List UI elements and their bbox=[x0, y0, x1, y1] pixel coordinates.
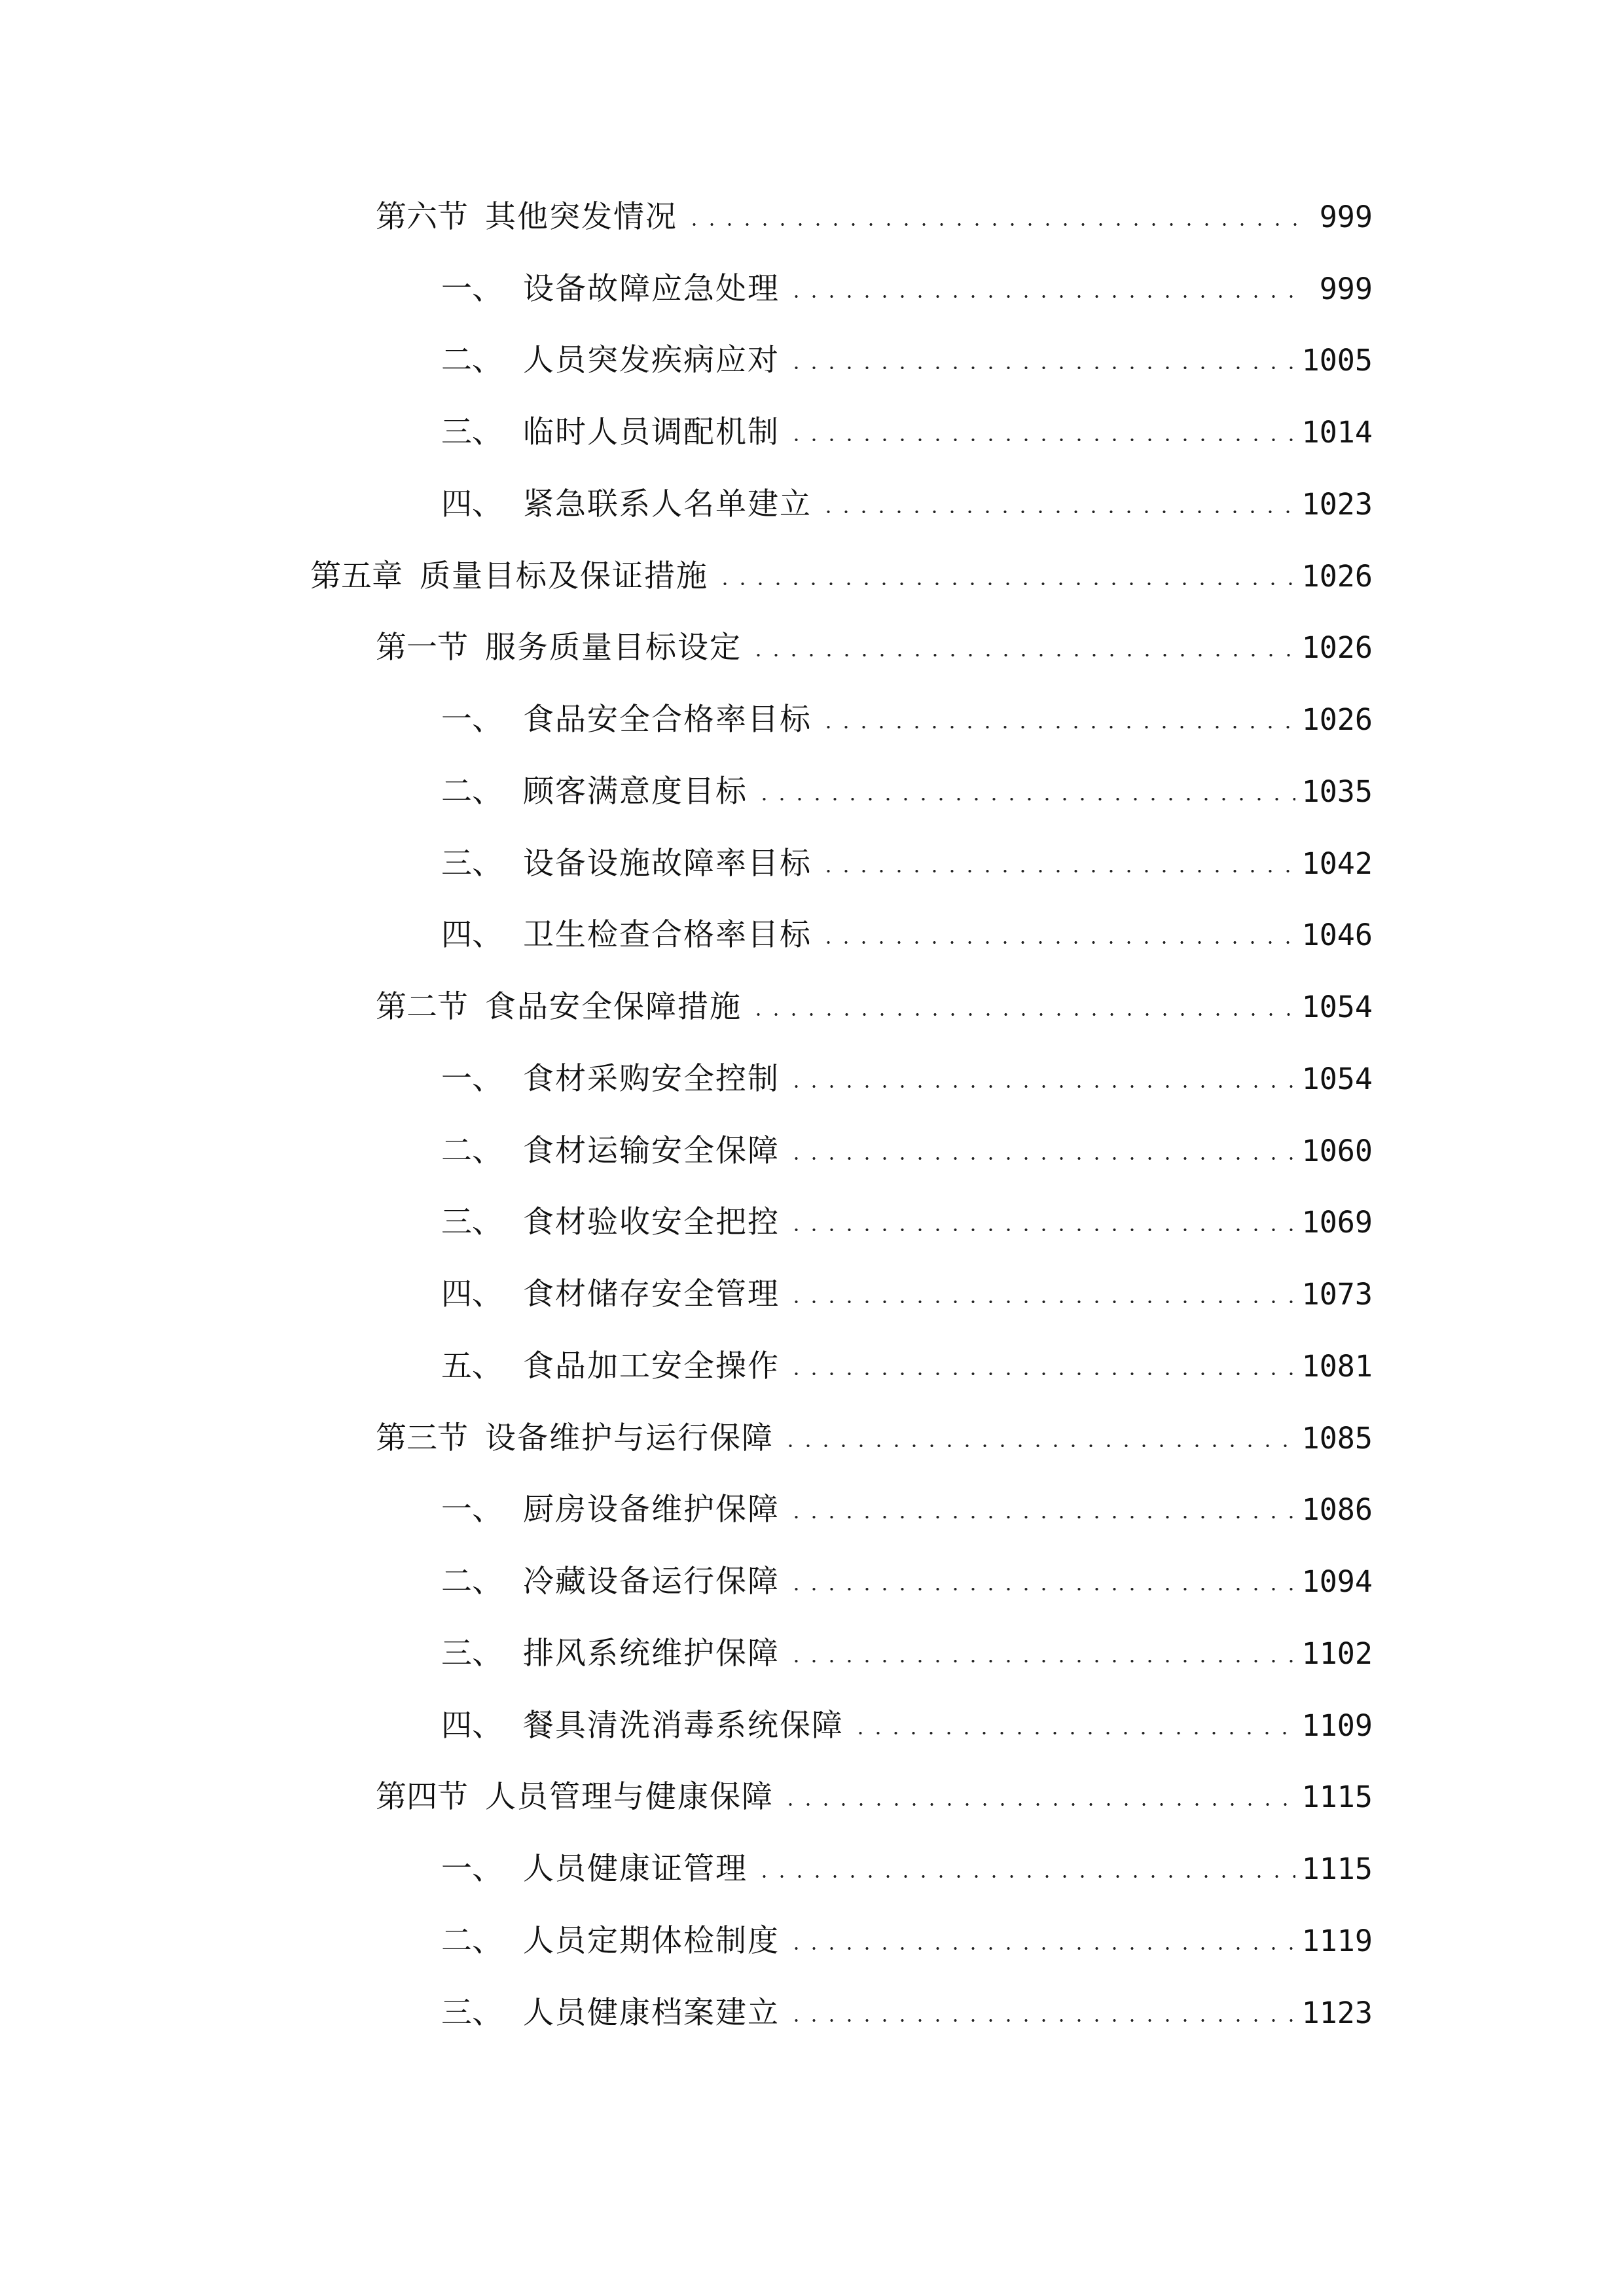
toc-entry[interactable] bbox=[441, 766, 1373, 818]
toc-entry-number: 四、 bbox=[441, 1708, 503, 1744]
toc-entry[interactable] bbox=[441, 838, 1373, 890]
toc-entry-title: 人员定期体检制度 bbox=[523, 1923, 780, 1959]
dot-leader bbox=[716, 583, 1295, 585]
dot-leader bbox=[787, 367, 1295, 369]
toc-entry-number: 三、 bbox=[441, 414, 503, 450]
dot-leader bbox=[787, 1372, 1295, 1375]
toc-entry-title: 食材采购安全控制 bbox=[523, 1061, 780, 1097]
toc-entry[interactable] bbox=[441, 1628, 1373, 1680]
toc-entry-number: 一、 bbox=[441, 271, 503, 307]
toc-entry-number: 一、 bbox=[441, 1492, 503, 1528]
dot-leader bbox=[787, 439, 1295, 441]
toc-entry-title: 食材运输安全保障 bbox=[523, 1133, 780, 1169]
toc-entry-page: 1094 bbox=[1301, 1564, 1373, 1599]
dot-leader bbox=[820, 511, 1295, 513]
toc-entry-page: 1086 bbox=[1301, 1492, 1373, 1527]
toc-entry-page: 1042 bbox=[1301, 846, 1373, 881]
toc-entry-title: 卫生检查合格率目标 bbox=[523, 917, 812, 953]
toc-entry-number: 二、 bbox=[441, 774, 503, 810]
toc-entry[interactable] bbox=[441, 694, 1373, 746]
toc-entry[interactable] bbox=[441, 1340, 1373, 1393]
toc-entry-number: 一、 bbox=[441, 1851, 503, 1887]
toc-entry[interactable] bbox=[310, 550, 1373, 603]
toc-entry-page: 1115 bbox=[1301, 1780, 1373, 1814]
dot-leader bbox=[820, 870, 1295, 872]
toc-entry[interactable] bbox=[441, 1125, 1373, 1177]
toc-entry-page: 1026 bbox=[1301, 702, 1373, 737]
toc-entry-title: 临时人员调配机制 bbox=[523, 414, 780, 450]
dot-leader bbox=[749, 1013, 1295, 1016]
dot-leader bbox=[787, 1947, 1295, 1950]
toc-entry-page: 1023 bbox=[1301, 487, 1373, 522]
dot-leader bbox=[787, 1085, 1295, 1088]
dot-leader bbox=[820, 726, 1295, 728]
toc-entry[interactable] bbox=[376, 981, 1373, 1033]
toc-entry-number: 四、 bbox=[441, 486, 503, 522]
toc-entry-title: 设备故障应急处理 bbox=[523, 271, 780, 307]
toc-entry-title: 人员健康档案建立 bbox=[523, 1995, 780, 2031]
toc-entry-number: 第六节 bbox=[376, 199, 468, 235]
toc-entry-page: 1109 bbox=[1301, 1708, 1373, 1743]
toc-entry[interactable] bbox=[441, 1987, 1373, 2039]
toc-entry-page: 1115 bbox=[1301, 1852, 1373, 1886]
toc-entry-page: 1014 bbox=[1301, 415, 1373, 450]
toc-entry-title: 设备维护与运行保障 bbox=[485, 1420, 774, 1456]
toc-entry[interactable] bbox=[376, 1771, 1373, 1823]
toc-entry-title: 食品安全合格率目标 bbox=[523, 702, 812, 738]
dot-leader bbox=[852, 1732, 1295, 1734]
toc-entry[interactable] bbox=[441, 406, 1373, 459]
toc-entry-number: 五、 bbox=[441, 1348, 503, 1384]
toc-entry[interactable] bbox=[441, 478, 1373, 531]
toc-entry-page: 1035 bbox=[1301, 774, 1373, 809]
toc-entry[interactable] bbox=[376, 622, 1373, 674]
toc-entry-page: 1085 bbox=[1301, 1421, 1373, 1456]
toc-entry-number: 二、 bbox=[441, 342, 503, 378]
dot-leader bbox=[755, 798, 1295, 800]
toc-entry-page: 1046 bbox=[1301, 918, 1373, 952]
toc-entry-title: 人员健康证管理 bbox=[523, 1851, 748, 1887]
dot-leader bbox=[820, 941, 1295, 944]
toc-entry[interactable] bbox=[376, 191, 1373, 243]
toc-entry-number: 第五章 bbox=[310, 558, 403, 594]
toc-entry-number: 第一节 bbox=[376, 630, 468, 666]
dot-leader bbox=[755, 1875, 1295, 1878]
dot-leader bbox=[787, 1157, 1295, 1160]
toc-entry-page: 1060 bbox=[1301, 1134, 1373, 1168]
toc-entry-number: 一、 bbox=[441, 1061, 503, 1097]
toc-entry-title: 紧急联系人名单建立 bbox=[523, 486, 812, 522]
dot-leader bbox=[749, 654, 1295, 656]
toc-entry-number: 三、 bbox=[441, 846, 503, 882]
toc-entry-page: 999 bbox=[1319, 272, 1373, 306]
toc-entry-number: 三、 bbox=[441, 1995, 503, 2031]
toc-entry[interactable] bbox=[441, 1053, 1373, 1105]
dot-leader bbox=[787, 1229, 1295, 1231]
toc-entry-page: 1073 bbox=[1301, 1277, 1373, 1312]
toc-entry-number: 第三节 bbox=[376, 1420, 468, 1456]
toc-entry-title: 服务质量目标设定 bbox=[485, 630, 742, 666]
toc-entry-number: 三、 bbox=[441, 1204, 503, 1240]
toc-entry[interactable] bbox=[376, 1412, 1373, 1465]
toc-entry-number: 三、 bbox=[441, 1636, 503, 1672]
toc-entry-page: 1119 bbox=[1301, 1924, 1373, 1958]
toc-entry[interactable] bbox=[441, 1196, 1373, 1249]
toc-entry[interactable] bbox=[441, 334, 1373, 387]
toc-entry-number: 第二节 bbox=[376, 989, 468, 1025]
toc-entry-number: 一、 bbox=[441, 702, 503, 738]
toc-entry-page: 1081 bbox=[1301, 1349, 1373, 1384]
toc-entry-title: 排风系统维护保障 bbox=[523, 1636, 780, 1672]
toc-entry-title: 食材验收安全把控 bbox=[523, 1204, 780, 1240]
toc-entry[interactable] bbox=[441, 263, 1373, 315]
toc-entry-page: 1069 bbox=[1301, 1205, 1373, 1240]
toc-entry-number: 四、 bbox=[441, 1276, 503, 1312]
toc-entry-title: 人员突发疾病应对 bbox=[523, 342, 780, 378]
toc-entry-page: 1102 bbox=[1301, 1636, 1373, 1671]
toc-entry-page: 1026 bbox=[1301, 559, 1373, 594]
dot-leader bbox=[685, 223, 1301, 226]
toc-entry-title: 其他突发情况 bbox=[485, 199, 677, 235]
dot-leader bbox=[782, 1444, 1295, 1447]
toc-entry-page: 1054 bbox=[1301, 1062, 1373, 1096]
toc-entry[interactable] bbox=[441, 1915, 1373, 1967]
toc-entry-title: 冷藏设备运行保障 bbox=[523, 1564, 780, 1600]
toc-entry-page: 1123 bbox=[1301, 1996, 1373, 2030]
toc-entry[interactable] bbox=[441, 909, 1373, 961]
toc-entry[interactable] bbox=[441, 1843, 1373, 1895]
toc-entry-title: 食品安全保障措施 bbox=[485, 989, 742, 1025]
toc-entry[interactable] bbox=[441, 1556, 1373, 1608]
dot-leader bbox=[787, 295, 1301, 298]
toc-entry-number: 第四节 bbox=[376, 1779, 468, 1815]
toc-entry-title: 厨房设备维护保障 bbox=[523, 1492, 780, 1528]
dot-leader bbox=[787, 2019, 1295, 2022]
toc-entry-title: 食品加工安全操作 bbox=[523, 1348, 780, 1384]
toc-entry-number: 二、 bbox=[441, 1133, 503, 1169]
toc-entry-page: 1054 bbox=[1301, 990, 1373, 1024]
toc-entry-title: 顾客满意度目标 bbox=[523, 774, 748, 810]
dot-leader bbox=[782, 1803, 1295, 1806]
dot-leader bbox=[787, 1516, 1295, 1518]
dot-leader bbox=[787, 1300, 1295, 1303]
toc-entry-title: 设备设施故障率目标 bbox=[523, 846, 812, 882]
toc-entry[interactable] bbox=[441, 1268, 1373, 1321]
dot-leader bbox=[787, 1660, 1295, 1662]
toc-entry-page: 1005 bbox=[1301, 343, 1373, 378]
toc-entry-number: 二、 bbox=[441, 1923, 503, 1959]
toc-entry-number: 四、 bbox=[441, 917, 503, 953]
toc-entry-title: 餐具清洗消毒系统保障 bbox=[523, 1708, 844, 1744]
toc-entry[interactable] bbox=[441, 1700, 1373, 1752]
toc-entry[interactable] bbox=[441, 1484, 1373, 1536]
toc-entry-number: 二、 bbox=[441, 1564, 503, 1600]
dot-leader bbox=[787, 1588, 1295, 1590]
toc-entry-title: 人员管理与健康保障 bbox=[485, 1779, 774, 1815]
toc-entry-title: 食材储存安全管理 bbox=[523, 1276, 780, 1312]
toc-entry-page: 999 bbox=[1319, 200, 1373, 234]
toc-entry-title: 质量目标及保证措施 bbox=[420, 558, 708, 594]
toc-entry-page: 1026 bbox=[1301, 630, 1373, 665]
